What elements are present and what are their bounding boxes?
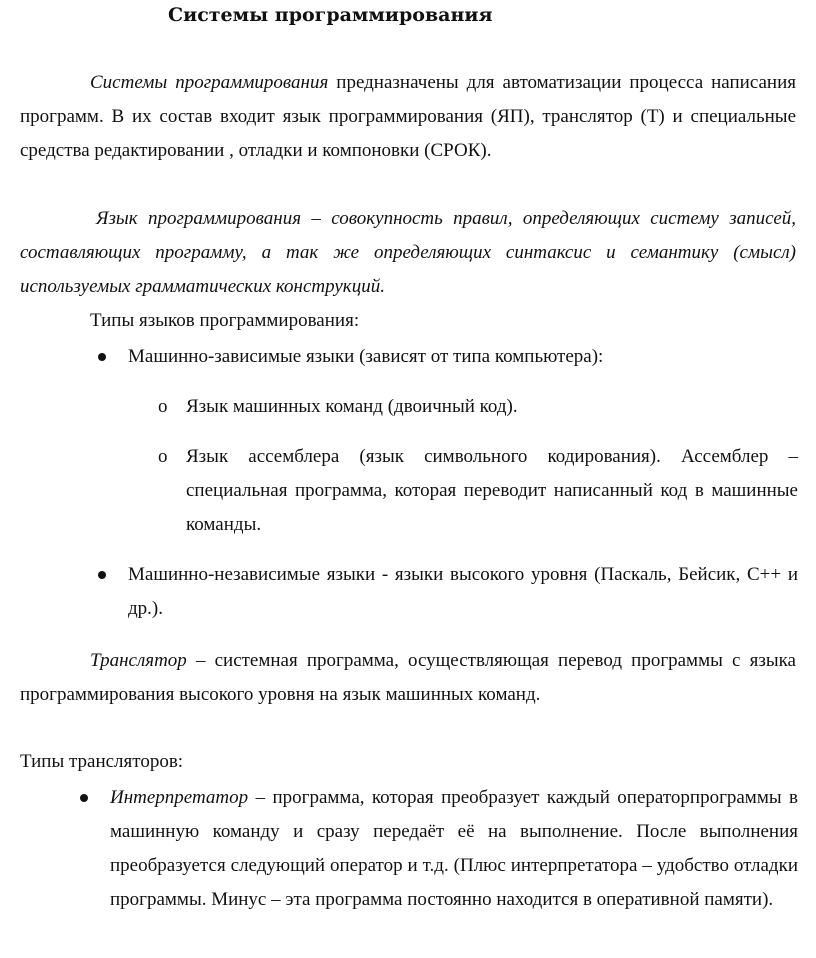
lang-subitem: Язык ассемблера (язык символьного кодирования). Ассемблер – специальная программа, которая переводит написанный код в машинные команды. bbox=[186, 446, 798, 535]
translator-type-term: Интерпретатор bbox=[110, 787, 249, 808]
page-title: Системы программирования bbox=[168, 4, 493, 26]
translator-type-text: – программа, которая преобразует каждый операторпрограммы в машинную команду и сразу передаёт её на выполнение. После выполнения преобразуется следующий оператор и т.д. (Плюс интерпретатора – удобство отладки программы. Минус – эта программа постоянно находится в оперативной памяти). bbox=[110, 787, 798, 910]
translator-type-item bbox=[110, 781, 798, 917]
lang-type-item: Машинно-независимые языки - языки высокого уровня (Паскаль, Бейсик, С++ и др.). bbox=[128, 564, 798, 619]
definition-text: Язык программирования – совокупность правил, определяющих систему записей, составляющих программу, а так же определяющих синтаксис и семантику (смысл) используемых грамматических конструкций. bbox=[20, 208, 796, 297]
intro-paragraph bbox=[20, 66, 796, 168]
lang-subitem: Язык машинных команд (двоичный код). bbox=[186, 396, 518, 417]
translator-types-heading: Типы трансляторов: bbox=[20, 751, 184, 772]
bullet-icon bbox=[80, 794, 88, 802]
circle-bullet-icon: o bbox=[158, 446, 168, 467]
intro-term: Системы программирования bbox=[90, 72, 329, 93]
translator-term: Транслятор bbox=[90, 650, 187, 671]
lang-types-heading: Типы языков программирования: bbox=[90, 310, 360, 331]
definition-paragraph bbox=[20, 202, 796, 304]
intro-text: предназначены для автоматизации процесса написания программ. В их состав входит язык программирования (ЯП), транслятор (Т) и специальные средства редактировании , отладки и компоновки (СРОК). bbox=[20, 72, 796, 161]
translator-text: – системная программа, осуществляющая перевод программы с языка программирования высокого уровня на язык машинных команд. bbox=[20, 650, 796, 705]
bullet-icon bbox=[98, 571, 106, 579]
translator-paragraph bbox=[20, 644, 796, 712]
bullet-icon bbox=[98, 353, 106, 361]
circle-bullet-icon: o bbox=[158, 396, 168, 417]
lang-type-item: Машинно-зависимые языки (зависят от типа компьютера): bbox=[128, 346, 604, 367]
